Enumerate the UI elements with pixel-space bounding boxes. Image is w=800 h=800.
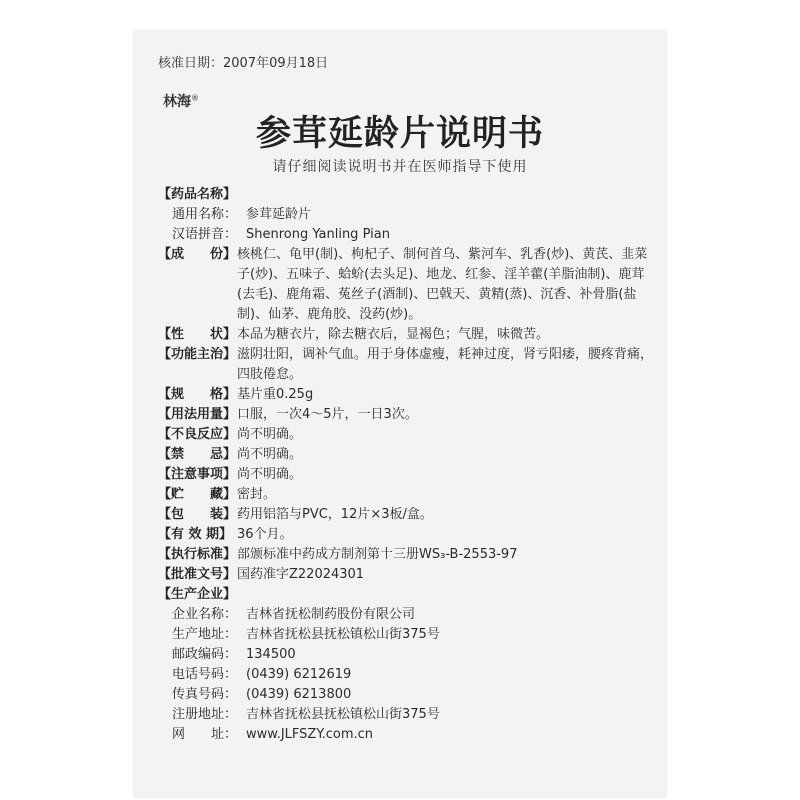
document-title: 参茸延龄片说明书 [255,114,544,154]
generic-name-label: 通用名称： [172,207,238,222]
postcode-value: 134500 [246,647,296,662]
storage-label: 【贮 藏】 [158,487,237,502]
phone-value: (0439) 6212619 [246,667,352,682]
drug-name-heading: 【药品名称】 [158,187,237,202]
standard-label: 【执行标准】 [158,547,237,562]
company-name-value: 吉林省抚松制药股份有限公司 [246,607,416,622]
fax-value: (0439) 6213800 [246,687,352,702]
caution-value: 尚不明确。 [237,467,303,482]
package-row [158,505,658,525]
validity-row [158,525,658,545]
dosage-row [158,405,658,425]
pinyin-label: 汉语拼音： [172,227,238,242]
reg-address-value: 吉林省抚松县抚松镇松山街375号 [246,707,440,722]
reg-address-label: 注册地址： [172,707,238,722]
phone-label: 电话号码： [172,667,238,682]
company-name-label: 企业名称： [172,607,238,622]
caution-row [158,465,658,485]
generic-name-value: 参茸延龄片 [246,207,312,222]
package-value: 药用铝箔与PVC，12片×3板/盒。 [237,507,433,522]
caution-label: 【注意事项】 [158,467,237,482]
approval-number-label: 【批准文号】 [158,567,237,582]
spec-row [158,385,658,405]
function-value: 滋阴壮阳，调补气血。用于身体虚瘦，耗神过度，肾亏阳痿，腰疼背痛，四肢倦怠。 [237,347,654,382]
character-label: 【性 状】 [158,327,237,342]
address-label: 生产地址： [172,627,238,642]
reg-address-row [158,705,658,725]
company-heading: 【生产企业】 [158,587,237,602]
company-name-row [158,605,658,625]
package-label: 【包 装】 [158,507,237,522]
composition-row [158,245,658,325]
storage-row [158,485,658,505]
contraindication-label: 【禁 忌】 [158,447,237,462]
fax-row [158,685,658,705]
contraindication-row [158,445,658,465]
contraindication-value: 尚不明确。 [237,447,303,462]
adverse-label: 【不良反应】 [158,427,237,442]
company-heading-row [158,585,658,605]
character-value: 本品为糖衣片，除去糖衣后，显褐色；气腥，味微苦。 [237,327,550,342]
pinyin-value: Shenrong Yanling Pian [246,227,390,242]
postcode-label: 邮政编码： [172,647,238,662]
adverse-value: 尚不明确。 [237,427,303,442]
validity-label: 【有 效 期】 [158,527,233,542]
function-label: 【功能主治】 [158,347,237,362]
character-row [158,325,658,345]
website-value: www.JLFSZY.com.cn [246,727,374,742]
approval-number-value: 国药准字Z22024301 [237,567,365,582]
composition-value: 核桃仁、龟甲(制)、枸杞子、制何首乌、紫河车、乳香(炒)、黄芪、韭菜子(炒)、五味子、蛤蚧(去头足)、地龙、红参、淫羊藿(羊脂油制)、鹿茸(去毛)、鹿角霜、菟丝子(酒制)、巴戟天、黄精(蒸)、沉香、补骨脂(盐制)、仙茅、鹿角胶、没药(炒)。 [237,247,648,322]
generic-name-row [158,205,658,225]
phone-row [158,665,658,685]
composition-label: 【成 份】 [158,247,237,262]
standard-row [158,545,658,565]
website-label: 网 址： [172,727,238,742]
validity-value: 36个月。 [237,527,293,542]
brand-name: 林海 [163,94,191,110]
dosage-label: 【用法用量】 [158,407,237,422]
storage-value: 密封。 [237,487,277,502]
document-subtitle: 请仔细阅读说明书并在医师指导下使用 [272,159,528,175]
function-row [158,345,658,385]
address-value: 吉林省抚松县抚松镇松山街375号 [246,627,440,642]
adverse-row [158,425,658,445]
registered-mark: ® [191,93,199,103]
leaflet-content [158,185,658,745]
postcode-row [158,645,658,665]
standard-value: 部颁标准中药成方制剂第十三册WS₃-B-2553-97 [237,547,518,562]
address-row [158,625,658,645]
pinyin-row [158,225,658,245]
spec-value: 基片重0.25g [237,387,314,402]
dosage-value: 口服，一次4～5片，一日3次。 [237,407,418,422]
spec-label: 【规 格】 [158,387,237,402]
drug-name-heading-row [158,185,658,205]
approval-date: 核准日期：2007年09月18日 [158,56,329,71]
approval-number-row [158,565,658,585]
fax-label: 传真号码： [172,687,238,702]
website-row [158,725,658,745]
